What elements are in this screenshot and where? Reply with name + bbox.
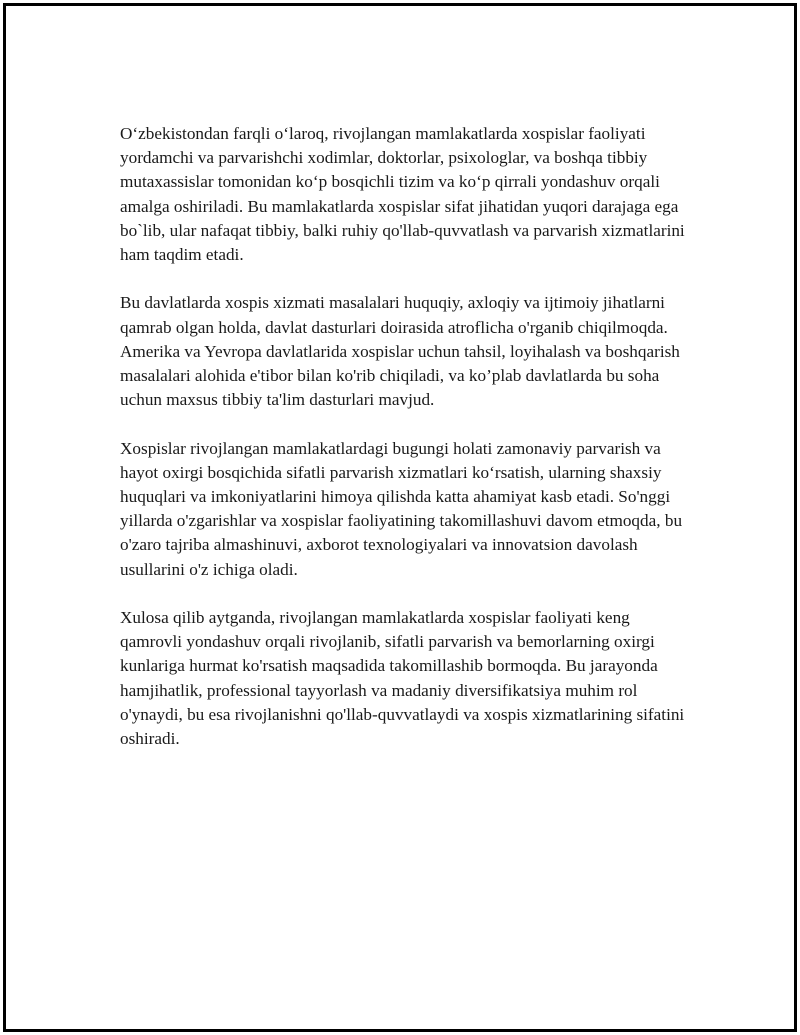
page-frame: [3, 3, 797, 1032]
paragraph-1: O‘zbekistondan farqli o‘laroq, rivojlangan mamlakatlarda xospislar faoliyati yordamchi va parvarishchi xodimlar, doktorlar, psixologlar, va boshqa tibbiy mutaxassislar tomonidan ko‘p bosqichli tizim va ko‘p qirrali yondashuv orqali amalga oshiriladi. Bu mamlakatlarda xospislar sifat jihatidan yuqori darajaga ega bo`lib, ular nafaqat tibbiy, balki ruhiy qo'llab-quvvatlash va parvarish xizmatlarini ham taqdim etadi.: [120, 124, 685, 265]
paragraph-2: Bu davlatlarda xospis xizmati masalalari huquqiy, axloqiy va ijtimoiy jihatlarni qamrab olgan holda, davlat dasturlari doirasida atroflicha o'rganib chiqilmoqda. Amerika va Yevropa davlatlarida xospislar uchun tahsil, loyihalash va boshqarish masalalari alohida e'tibor bilan ko'rib chiqiladi, va ko’plab davlatlarda bu soha uchun maxsus tibbiy ta'lim dasturlari mavjud.: [120, 293, 680, 410]
paragraph-4: Xulosa qilib aytganda, rivojlangan mamlakatlarda xospislar faoliyati keng qamrovli yondashuv orqali rivojlanib, sifatli parvarish va bemorlarning oxirgi kunlariga hurmat ko'rsatish maqsadida takomillashib bormoqda. Bu jarayonda hamjihatlik, professional tayyorlash va madaniy diversifikatsiya muhim rol o'ynaydi, bu esa rivojlanishni qo'llab-quvvatlaydi va xospis xizmatlarining sifatini oshiradi.: [120, 608, 685, 749]
paragraph-3: Xospislar rivojlangan mamlakatlardagi bugungi holati zamonaviy parvarish va hayot oxirgi bosqichida sifatli parvarish xizmatlari ko‘rsatish, ularning shaxsiy huquqlari va imkoniyatlarini himoya qilishda katta ahamiyat kasb etadi. So'nggi yillarda o'zgarishlar va xospislar faoliyatining takomillashuvi davom etmoqda, bu o'zaro tajriba almashinuvi, axborot texnologiyalari va innovatsion davolash usullarini o'z ichiga oladi.: [120, 438, 683, 579]
document-body: [120, 122, 690, 775]
